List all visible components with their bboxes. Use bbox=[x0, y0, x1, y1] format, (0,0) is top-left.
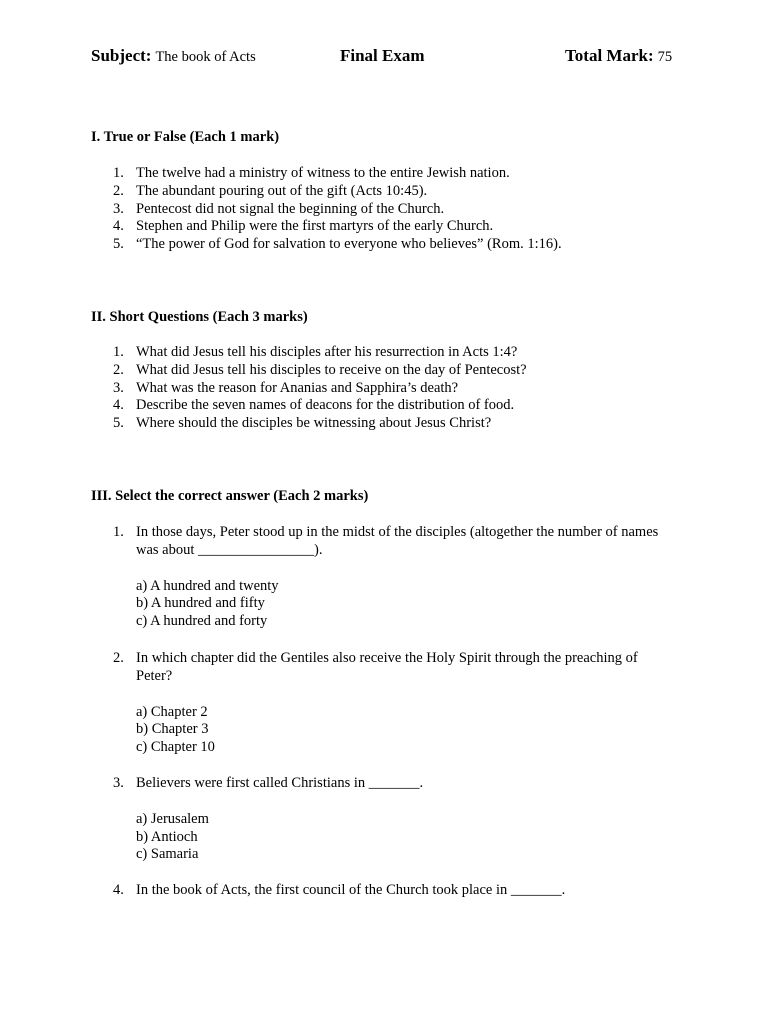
item-number: 4. bbox=[113, 218, 124, 235]
item-number: 2. bbox=[113, 182, 124, 199]
question-text-block bbox=[91, 524, 671, 560]
item-number: 2. bbox=[113, 361, 124, 378]
item-text: Pentecost did not signal the beginning of the Church. bbox=[136, 200, 445, 217]
true-false-list bbox=[91, 165, 562, 254]
item-number: 1. bbox=[113, 344, 124, 360]
question-text: Believers were first called Christians in _______. bbox=[136, 775, 424, 791]
section-short-questions-title: II. Short Questions (Each 3 marks) bbox=[91, 309, 308, 325]
list-item bbox=[91, 380, 527, 398]
subject-label: Subject: bbox=[91, 46, 152, 65]
answer-option: b) Antioch bbox=[136, 828, 198, 845]
item-number: 5. bbox=[113, 415, 124, 432]
list-item bbox=[91, 165, 562, 183]
section-true-false-title: I. True or False (Each 1 mark) bbox=[91, 129, 280, 145]
mcq-question bbox=[91, 524, 671, 631]
question-text: In the book of Acts, the first council of the Church took place in _______. bbox=[136, 882, 566, 898]
item-text: Describe the seven names of deacons for the distribution of food. bbox=[136, 397, 515, 414]
item-number: 3. bbox=[113, 379, 124, 396]
question-text-block bbox=[91, 775, 671, 793]
item-number: 4. bbox=[113, 882, 124, 898]
item-text: The twelve had a ministry of witness to the entire Jewish nation. bbox=[136, 165, 510, 181]
total-mark-value: 75 bbox=[657, 49, 673, 65]
mcq-question bbox=[91, 775, 671, 864]
answer-options bbox=[91, 811, 671, 864]
answer-option: a) Jerusalem bbox=[136, 810, 209, 827]
list-item bbox=[91, 397, 527, 415]
mcq-question bbox=[91, 650, 671, 757]
list-item bbox=[91, 362, 527, 380]
answer-options bbox=[91, 704, 671, 757]
item-text: What did Jesus tell his disciples after his resurrection in Acts 1:4? bbox=[136, 344, 518, 360]
item-text: Where should the disciples be witnessing about Jesus Christ? bbox=[136, 415, 492, 432]
item-text: “The power of God for salvation to everyone who believes” (Rom. 1:16). bbox=[136, 236, 562, 253]
item-text: The abundant pouring out of the gift (Acts 10:45). bbox=[136, 182, 428, 199]
mcq-question bbox=[91, 882, 671, 900]
question-text: In which chapter did the Gentiles also receive the Holy Spirit through the preaching of Peter? bbox=[136, 650, 638, 684]
section-multiple-choice-title: III. Select the correct answer (Each 2 marks) bbox=[91, 488, 369, 504]
item-number: 1. bbox=[113, 524, 124, 540]
answer-option: a) A hundred and twenty bbox=[136, 577, 279, 594]
list-item bbox=[91, 183, 562, 201]
question-text-block bbox=[91, 650, 671, 686]
answer-option: c) Chapter 10 bbox=[136, 739, 215, 756]
question-text-block bbox=[91, 882, 671, 900]
subject-field bbox=[91, 46, 256, 66]
list-item bbox=[91, 236, 562, 254]
question-text: In those days, Peter stood up in the midst of the disciples (altogether the number of names was about ________________). bbox=[136, 524, 659, 558]
total-mark-field bbox=[565, 46, 672, 66]
item-number: 3. bbox=[113, 775, 124, 791]
item-text: Stephen and Philip were the first martyrs of the early Church. bbox=[136, 218, 494, 235]
answer-option: c) A hundred and forty bbox=[136, 613, 268, 630]
item-number: 3. bbox=[113, 200, 124, 217]
total-mark-label: Total Mark: bbox=[565, 46, 654, 65]
exam-title: Final Exam bbox=[340, 46, 425, 65]
item-number: 5. bbox=[113, 236, 124, 253]
list-item bbox=[91, 201, 562, 219]
answer-options bbox=[91, 578, 671, 631]
list-item bbox=[91, 218, 562, 236]
exam-header bbox=[91, 46, 691, 70]
list-item bbox=[91, 344, 527, 362]
item-number: 1. bbox=[113, 165, 124, 181]
answer-option: c) Samaria bbox=[136, 846, 199, 863]
answer-option: b) A hundred and fifty bbox=[136, 595, 265, 612]
short-questions-list bbox=[91, 344, 527, 433]
answer-option: a) Chapter 2 bbox=[136, 703, 208, 720]
item-text: What was the reason for Ananias and Sapphira’s death? bbox=[136, 379, 459, 396]
item-number: 2. bbox=[113, 650, 124, 666]
list-item bbox=[91, 415, 527, 433]
item-number: 4. bbox=[113, 397, 124, 414]
answer-option: b) Chapter 3 bbox=[136, 721, 209, 738]
item-text: What did Jesus tell his disciples to receive on the day of Pentecost? bbox=[136, 361, 527, 378]
subject-value: The book of Acts bbox=[155, 49, 256, 65]
